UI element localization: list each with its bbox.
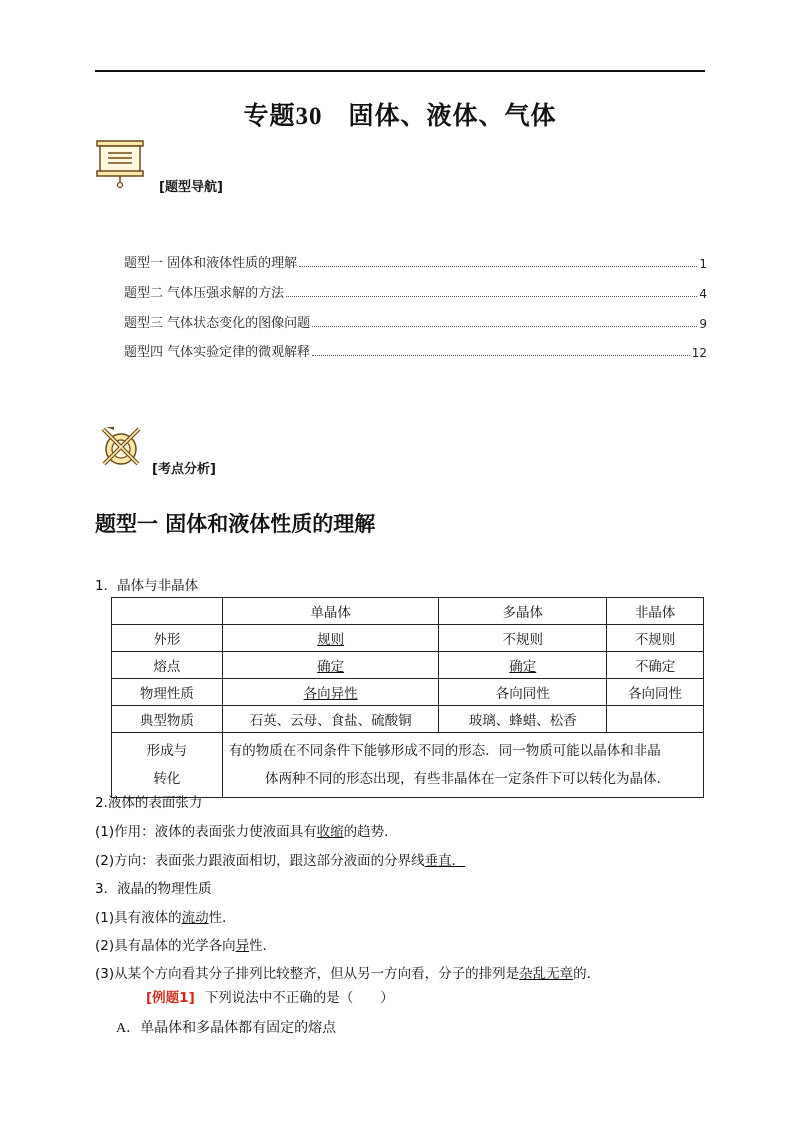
paragraph: (2)方向：表面张力跟液面相切，跟这部分液面的分界线垂直． bbox=[95, 853, 466, 869]
table-cell: 不规则 bbox=[439, 625, 607, 652]
toc-item[interactable] bbox=[124, 253, 707, 271]
row-label-line: 转化 bbox=[153, 771, 181, 787]
subsection-heading: 2.液体的表面张力 bbox=[95, 795, 203, 811]
table-row bbox=[112, 625, 704, 652]
example-text: 下列说法中不正确的是（ ） bbox=[204, 990, 394, 1006]
underlined-answer: 杂乱无章 bbox=[519, 966, 574, 982]
table-header-cell: 非晶体 bbox=[607, 598, 704, 625]
answer-option-a[interactable]: A．单晶体和多晶体都有固定的熔点 bbox=[116, 1021, 337, 1036]
table-cell: 各向同性 bbox=[439, 679, 607, 706]
table-cell bbox=[222, 733, 703, 798]
crossed-pencils-icon bbox=[98, 424, 144, 470]
paragraph: (2)具有晶体的光学各向异性． bbox=[95, 938, 277, 954]
top-rule bbox=[95, 70, 705, 72]
table-cell: 典型物质 bbox=[112, 706, 223, 733]
toc-item-text: 题型二 气体压强求解的方法 bbox=[124, 286, 285, 301]
paragraph: (3)从某个方向看其分子排列比较整齐，但从另一方向看，分子的排列是杂乱无章的． bbox=[95, 966, 601, 982]
underlined-answer: 垂直． bbox=[424, 853, 466, 869]
transform-text-line: 体两种不同的形态出现，有些非晶体在一定条件下可以转化为晶体. bbox=[265, 771, 661, 787]
table-cell: 玻璃、蜂蜡、松香 bbox=[439, 706, 607, 733]
underlined-answer: 流动 bbox=[181, 910, 209, 926]
toc-item-page: 4 bbox=[699, 287, 707, 301]
analysis-label: [考点分析] bbox=[152, 462, 216, 477]
example-question bbox=[146, 986, 394, 1006]
underlined-answer: 规则 bbox=[317, 632, 345, 648]
table-row bbox=[112, 733, 704, 798]
table-row bbox=[112, 679, 704, 706]
section-heading: 题型一 固体和液体性质的理解 bbox=[95, 512, 376, 536]
table-cell bbox=[607, 706, 704, 733]
table-cell: 不规则 bbox=[607, 625, 704, 652]
table-cell bbox=[112, 733, 223, 798]
table-row bbox=[112, 706, 704, 733]
table-cell: 不确定 bbox=[607, 652, 704, 679]
underlined-answer: 各向异性 bbox=[303, 686, 358, 702]
underlined-answer: 收缩 bbox=[316, 824, 344, 840]
toc-item-text: 题型三 气体状态变化的图像问题 bbox=[124, 316, 311, 331]
page-title: 专题30 固体、液体、气体 bbox=[243, 103, 557, 130]
table-row bbox=[112, 598, 704, 625]
table-cell: 物理性质 bbox=[112, 679, 223, 706]
subsection-heading: 1．晶体与非晶体 bbox=[95, 578, 199, 594]
presentation-board-icon bbox=[96, 139, 146, 189]
toc-item-page: 12 bbox=[691, 346, 707, 360]
underlined-answer: 异 bbox=[235, 938, 250, 954]
toc-item-text: 题型四 气体实验定律的微观解释 bbox=[124, 345, 311, 360]
toc-item[interactable] bbox=[124, 313, 707, 331]
paragraph: (1)作用：液体的表面张力使液面具有收缩的趋势． bbox=[95, 824, 398, 840]
table-cell: 各向同性 bbox=[607, 679, 704, 706]
paragraph: (1)具有液体的流动性． bbox=[95, 910, 236, 926]
underlined-answer: 确定 bbox=[509, 659, 537, 675]
table-cell bbox=[439, 652, 607, 679]
toc-item-page: 9 bbox=[699, 317, 707, 331]
row-label-line: 形成与 bbox=[146, 743, 188, 759]
nav-label: [题型导航] bbox=[159, 180, 223, 195]
subsection-heading: 3．液晶的物理性质 bbox=[95, 881, 212, 897]
table-header-cell bbox=[112, 598, 223, 625]
table-header-cell: 单晶体 bbox=[222, 598, 439, 625]
toc-item-page: 1 bbox=[699, 257, 707, 271]
table-row bbox=[112, 652, 704, 679]
underlined-answer: 确定 bbox=[317, 659, 345, 675]
toc-item[interactable] bbox=[124, 342, 707, 360]
toc-item-text: 题型一 固体和液体性质的理解 bbox=[124, 256, 298, 271]
example-tag: [例题1] bbox=[146, 990, 195, 1006]
table-cell bbox=[222, 625, 439, 652]
table-cell bbox=[222, 679, 439, 706]
toc-item[interactable] bbox=[124, 283, 707, 301]
table-cell: 石英、云母、食盐、硫酸铜 bbox=[222, 706, 439, 733]
crystal-comparison-table bbox=[111, 597, 704, 798]
transform-text-line: 有的物质在不同条件下能够形成不同的形态．同一物质可能以晶体和非晶 bbox=[228, 743, 661, 759]
table-cell: 熔点 bbox=[112, 652, 223, 679]
table-cell: 外形 bbox=[112, 625, 223, 652]
table-header-cell: 多晶体 bbox=[439, 598, 607, 625]
table-cell bbox=[222, 652, 439, 679]
